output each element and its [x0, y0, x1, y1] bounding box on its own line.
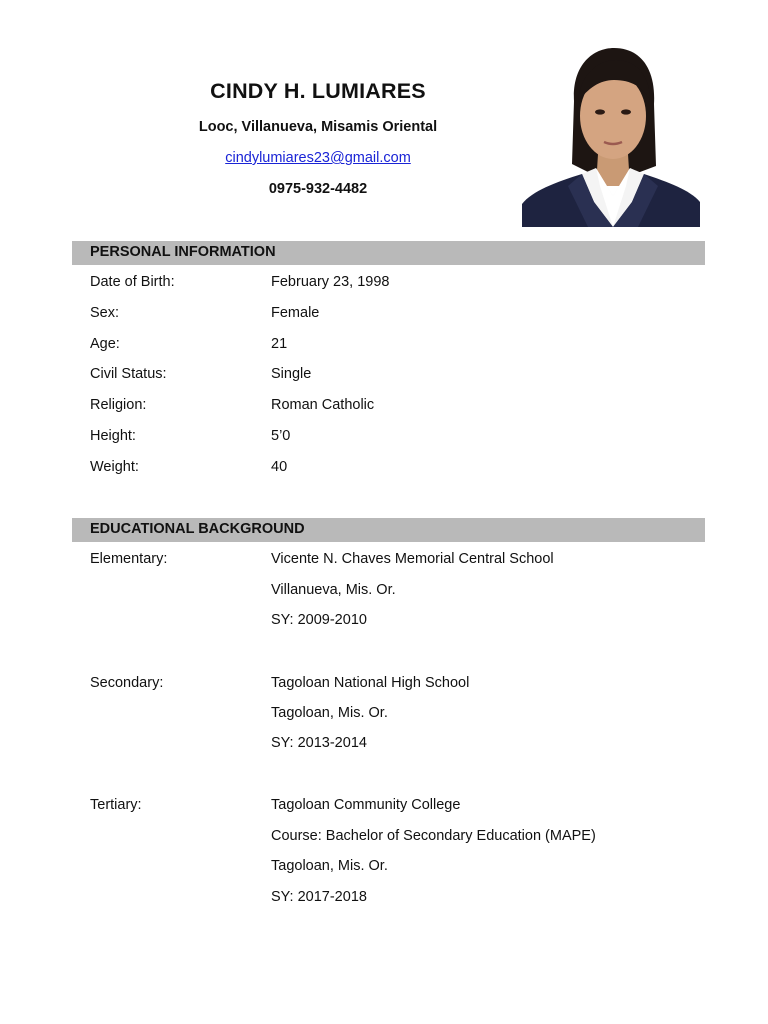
secondary-location: Tagoloan, Mis. Or.: [271, 705, 388, 721]
tertiary-sy: SY: 2017-2018: [271, 889, 367, 905]
personal-info-heading: PERSONAL INFORMATION: [90, 244, 276, 260]
dob-value: February 23, 1998: [271, 274, 390, 290]
applicant-name: CINDY H. LUMIARES: [210, 79, 426, 103]
profile-photo: [522, 46, 700, 227]
tertiary-location: Tagoloan, Mis. Or.: [271, 858, 388, 874]
address: Looc, Villanueva, Misamis Oriental: [198, 119, 438, 135]
education-heading: EDUCATIONAL BACKGROUND: [90, 521, 305, 537]
sex-value: Female: [271, 305, 320, 321]
age-value: 21: [271, 336, 288, 352]
tertiary-course: Course: Bachelor of Secondary Education (MAPE): [271, 828, 596, 844]
sex-label: Sex:: [90, 305, 120, 321]
phone-number: 0975-932-4482: [268, 181, 368, 197]
civil-status-label: Civil Status:: [90, 366, 167, 382]
age-label: Age:: [90, 336, 120, 352]
elementary-label: Elementary:: [90, 551, 168, 567]
height-label: Height:: [90, 428, 136, 444]
elementary-school: Vicente N. Chaves Memorial Central School: [271, 551, 554, 567]
elementary-location: Villanueva, Mis. Or.: [271, 582, 396, 598]
dob-label: Date of Birth:: [90, 274, 175, 290]
weight-label: Weight:: [90, 459, 139, 475]
tertiary-label: Tertiary:: [90, 797, 142, 813]
secondary-school: Tagoloan National High School: [271, 675, 470, 691]
secondary-label: Secondary:: [90, 675, 164, 691]
tertiary-school: Tagoloan Community College: [271, 797, 461, 813]
secondary-sy: SY: 2013-2014: [271, 735, 367, 751]
height-value: 5’0: [271, 428, 291, 444]
religion-label: Religion:: [90, 397, 147, 413]
civil-status-value: Single: [271, 366, 312, 382]
email-link[interactable]: cindylumiares23@gmail.com: [225, 150, 411, 166]
religion-value: Roman Catholic: [271, 397, 375, 413]
elementary-sy: SY: 2009-2010: [271, 612, 367, 628]
weight-value: 40: [271, 459, 288, 475]
